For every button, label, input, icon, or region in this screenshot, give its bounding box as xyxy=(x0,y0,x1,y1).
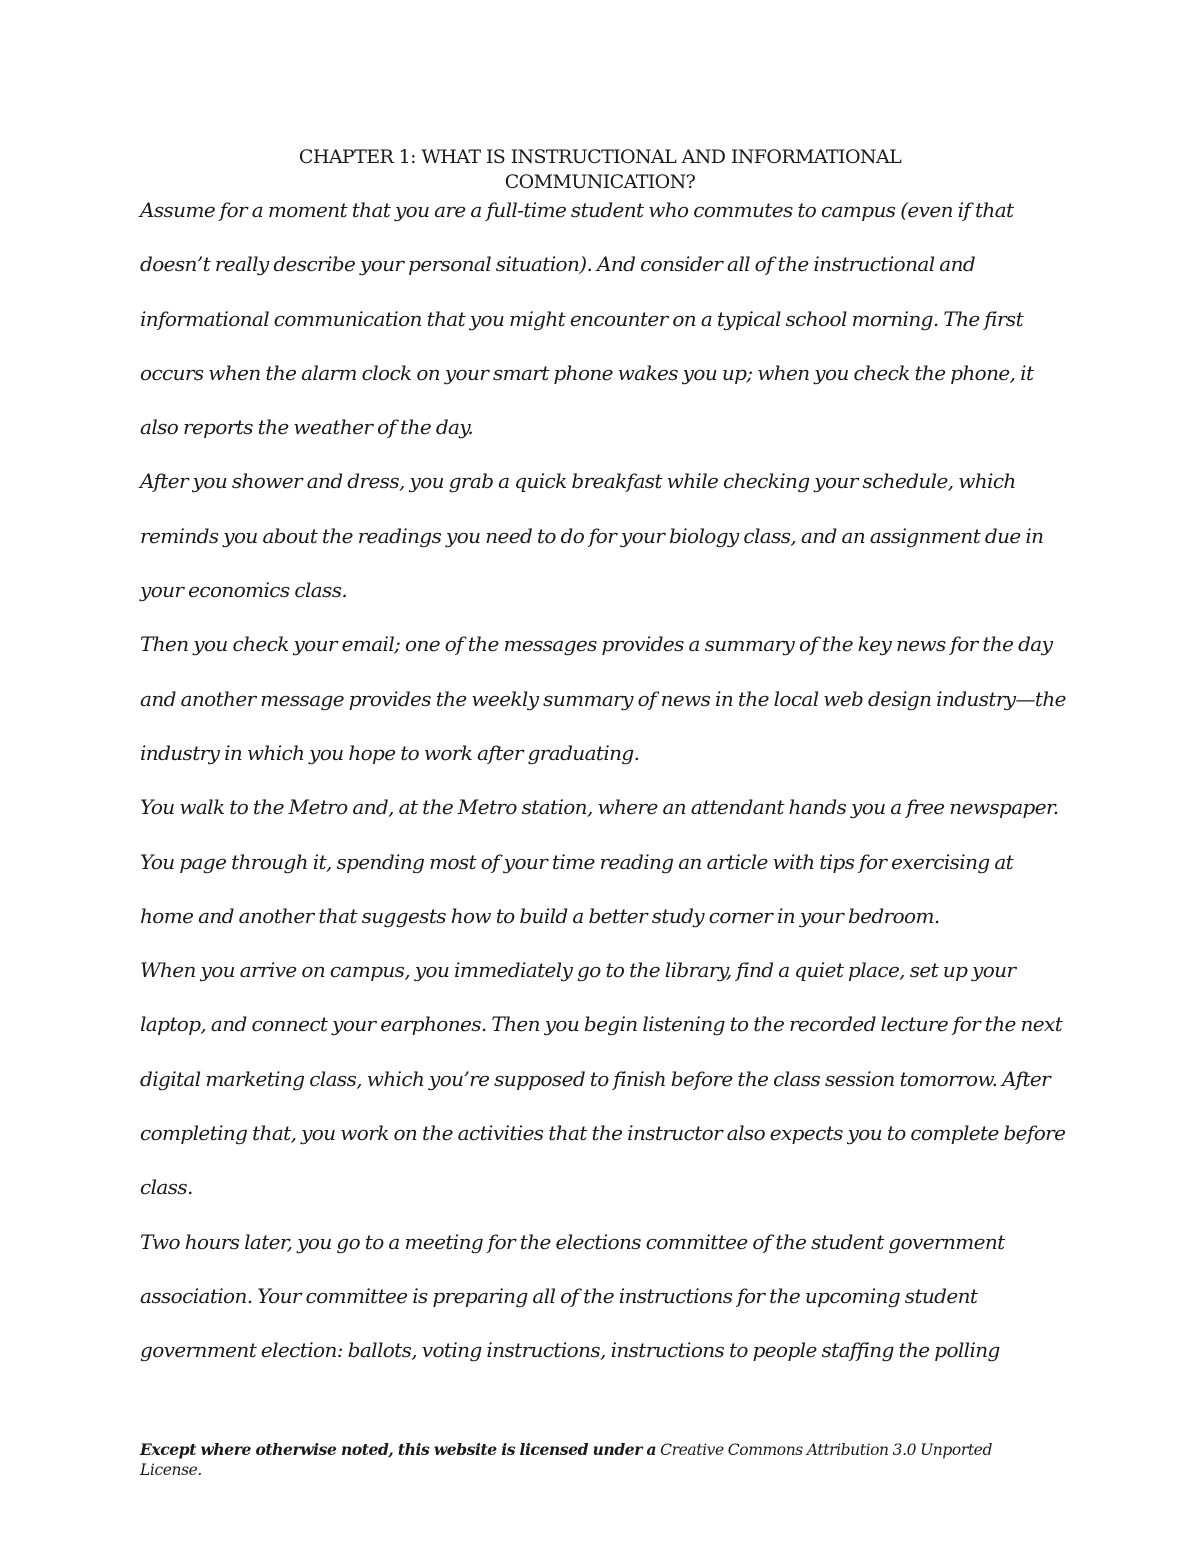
body-line: home and another that suggests how to build a better study corner in your bedroom. xyxy=(140,903,940,928)
body-line: digital marketing class, which you’re supposed to finish before the class session tomorrow. After xyxy=(140,1066,1051,1091)
body-line: laptop, and connect your earphones. Then you begin listening to the recorded lecture for the next xyxy=(140,1012,1063,1037)
body-line: completing that, you work on the activities that the instructor also expects you to complete before xyxy=(140,1121,1066,1146)
body-line: industry in which you hope to work after graduating. xyxy=(140,740,640,765)
body-line: doesn’t really describe your personal situation). And consider all of the instructional and xyxy=(140,252,976,277)
license-link[interactable]: Creative Commons Attribution 3.0 Unported License. xyxy=(140,1441,992,1479)
body-line: informational communication that you might encounter on a typical school morning. The first xyxy=(140,306,1024,331)
body-line: and another message provides the weekly summary of news in the local web design industry—the xyxy=(140,686,1066,711)
body-line: Assume for a moment that you are a full-time student who commutes to campus (even if that xyxy=(140,198,1014,222)
body-line: your economics class. xyxy=(140,578,348,603)
chapter-title-line-1: CHAPTER 1: WHAT IS INSTRUCTIONAL AND INFORMATIONAL xyxy=(298,146,902,168)
body-line: You page through it, spending most of your time reading an article with tips for exercising at xyxy=(140,849,1014,874)
body-line: You walk to the Metro and, at the Metro station, where an attendant hands you a free newspaper. xyxy=(140,795,1059,820)
body-line: Then you check your email; one of the messages provides a summary of the key news for the day xyxy=(140,632,1053,657)
body-line: occurs when the alarm clock on your smart phone wakes you up; when you check the phone, it xyxy=(140,360,1034,385)
body-line: association. Your committee is preparing all of the instructions for the upcoming student xyxy=(140,1283,978,1308)
body-text xyxy=(140,183,1070,1378)
body-line: reminds you about the readings you need to do for your biology class, and an assignment due in xyxy=(140,523,1044,548)
body-line: also reports the weather of the day. xyxy=(140,415,474,440)
chapter-title-line-2: COMMUNICATION? xyxy=(504,171,696,193)
license-footer xyxy=(140,1440,1020,1480)
body-line: After you shower and dress, you grab a quick breakfast while checking your schedule, which xyxy=(140,469,1016,494)
body-line: Two hours later, you go to a meeting for the elections committee of the student government xyxy=(140,1229,1005,1254)
body-line: When you arrive on campus, you immediately go to the library, find a quiet place, set up your xyxy=(140,958,1016,983)
license-notice: Except where otherwise noted, this website is licensed under a xyxy=(140,1440,657,1459)
body-line: government election: ballots, voting instructions, instructions to people staffing the polling xyxy=(140,1338,1000,1363)
body-line: class. xyxy=(140,1175,193,1200)
